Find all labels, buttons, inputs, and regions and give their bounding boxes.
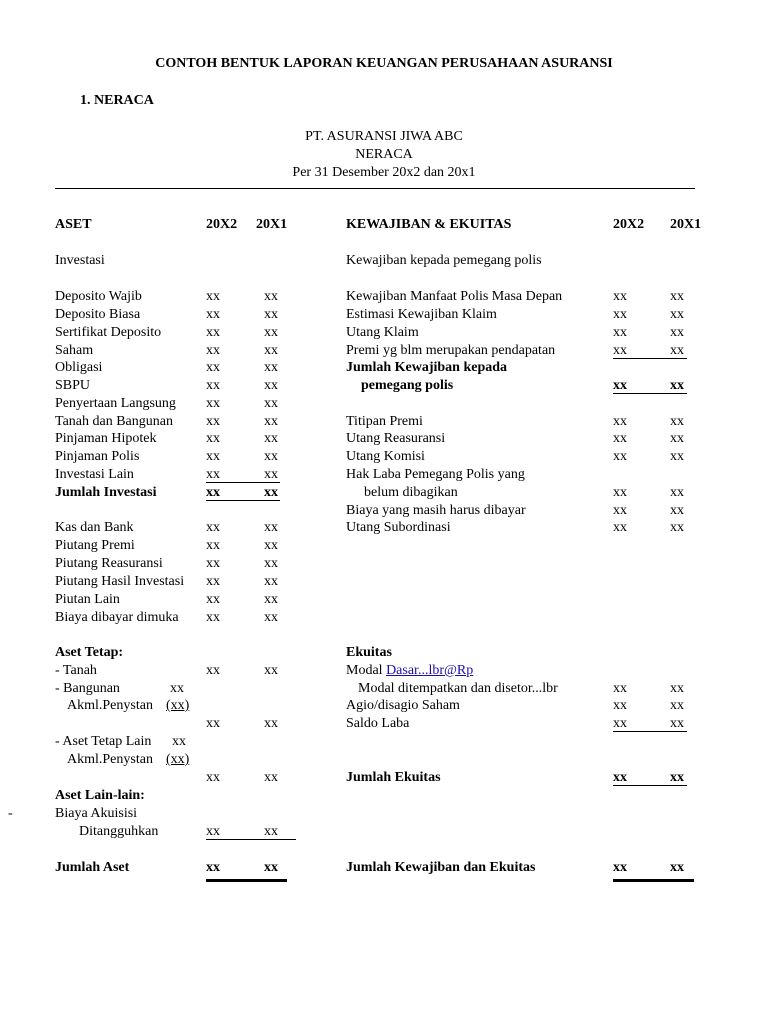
value-20x1: xx	[264, 556, 278, 571]
row-label: Saham	[55, 343, 94, 358]
row-label: Sertifikat Deposito	[55, 325, 162, 340]
row-label: Agio/disagio Saham	[346, 698, 460, 713]
value-20x2: xx	[206, 378, 220, 393]
subtotal-rule	[206, 839, 296, 840]
value-20x2: xx	[206, 663, 220, 678]
row-label-text: Modal	[346, 663, 387, 678]
value-20x1: xx	[670, 485, 684, 500]
row-label: Akml.Penystan	[67, 698, 153, 713]
row-label: - Bangunan	[55, 681, 120, 696]
inner-value: xx	[170, 681, 184, 696]
row-label: Saldo Laba	[346, 716, 410, 731]
row-label: Biaya yang masih harus dibayar	[346, 503, 526, 518]
total-20x1: xx	[670, 378, 684, 393]
section-label: Ekuitas	[346, 645, 392, 660]
value-20x2: xx	[206, 307, 220, 322]
row-label: Utang Klaim	[346, 325, 419, 340]
value-20x1: xx	[670, 716, 684, 731]
section-heading: 1. NERACA	[80, 93, 154, 108]
value-20x1: xx	[264, 449, 278, 464]
total-label: pemegang polis	[361, 378, 454, 393]
double-rule	[613, 879, 694, 882]
double-rule	[206, 879, 287, 882]
row-label: belum dibagikan	[364, 485, 458, 500]
assets-col-20x2: 20X2	[206, 217, 238, 232]
value-20x2: xx	[206, 592, 220, 607]
value-20x1: xx	[264, 414, 278, 429]
value-20x1: xx	[264, 378, 278, 393]
row-label: Investasi	[55, 253, 105, 268]
row-label: Titipan Premi	[346, 414, 423, 429]
value-20x2: xx	[613, 698, 627, 713]
row-label: Piutang Premi	[55, 538, 135, 553]
value-20x2: xx	[206, 360, 220, 375]
value-20x1: xx	[264, 360, 278, 375]
row-label: Piutang Hasil Investasi	[55, 574, 185, 589]
row-label: - Aset Tetap Lain	[55, 734, 152, 749]
row-label	[346, 662, 473, 679]
value-20x2: xx	[613, 289, 627, 304]
document-title: CONTOH BENTUK LAPORAN KEUANGAN PERUSAHAAN ASURANSI	[155, 56, 613, 71]
grand-total-20x1: xx	[670, 860, 684, 875]
row-label: Pinjaman Hipotek	[55, 431, 157, 446]
value-20x2: xx	[206, 824, 220, 839]
value-20x2: xx	[613, 343, 627, 358]
row-label: Deposito Biasa	[55, 307, 141, 322]
modal-dasar-link[interactable]: Dasar...lbr@Rp	[386, 663, 474, 678]
value-20x2: xx	[613, 716, 627, 731]
header-rule	[55, 188, 695, 189]
value-20x1: xx	[264, 467, 278, 482]
row-label: - Tanah	[55, 663, 97, 678]
grand-total-label: Jumlah Kewajiban dan Ekuitas	[346, 860, 536, 875]
value-20x2: xx	[613, 520, 627, 535]
value-20x2: xx	[206, 449, 220, 464]
value-20x2: xx	[613, 485, 627, 500]
grand-total-label: Jumlah Aset	[55, 860, 130, 875]
subtotal-rule	[613, 731, 687, 732]
row-label: Premi yg blm merupakan pendapatan	[346, 343, 556, 358]
row-label: Deposito Wajib	[55, 289, 142, 304]
value-20x1: xx	[670, 449, 684, 464]
value-20x2: xx	[206, 520, 220, 535]
value-20x1: xx	[670, 289, 684, 304]
report-name: NERACA	[355, 147, 413, 162]
row-label: Obligasi	[55, 360, 103, 375]
value-20x2: xx	[613, 681, 627, 696]
total-label: Jumlah Ekuitas	[346, 770, 441, 785]
value-20x1: xx	[264, 289, 278, 304]
report-period: Per 31 Desember 20x2 dan 20x1	[292, 165, 476, 180]
value-20x2: xx	[613, 431, 627, 446]
grand-total-20x2: xx	[613, 860, 627, 875]
value-20x2: xx	[206, 770, 220, 785]
value-20x1: xx	[264, 431, 278, 446]
value-20x2: xx	[206, 574, 220, 589]
row-label: Tanah dan Bangunan	[55, 414, 173, 429]
row-label: Utang Reasuransi	[346, 431, 446, 446]
value-20x2: xx	[613, 503, 627, 518]
value-20x1: xx	[670, 325, 684, 340]
value-20x1: xx	[264, 663, 278, 678]
margin-mark: -	[8, 806, 13, 821]
total-20x1: xx	[670, 770, 684, 785]
row-label: Penyertaan Langsung	[55, 396, 176, 411]
row-label: Biaya Akuisisi	[55, 806, 138, 821]
row-label: Biaya dibayar dimuka	[55, 610, 179, 625]
row-label: Kas dan Bank	[55, 520, 134, 535]
company-name: PT. ASURANSI JIWA ABC	[305, 129, 463, 144]
row-label: Ditangguhkan	[79, 824, 159, 839]
value-20x2: xx	[613, 414, 627, 429]
section-label: Aset Lain-lain:	[55, 788, 145, 803]
total-label: Jumlah Investasi	[55, 485, 157, 500]
value-20x1: xx	[264, 824, 278, 839]
value-20x1: xx	[670, 698, 684, 713]
value-20x1: xx	[264, 770, 278, 785]
row-label: Pinjaman Polis	[55, 449, 140, 464]
value-20x2: xx	[613, 307, 627, 322]
inner-value: xx	[172, 734, 186, 749]
value-20x1: xx	[670, 520, 684, 535]
value-20x1: xx	[264, 520, 278, 535]
row-label: Kewajiban Manfaat Polis Masa Depan	[346, 289, 563, 304]
value-20x2: xx	[206, 325, 220, 340]
subtotal-rule	[613, 358, 687, 359]
value-20x1: xx	[670, 431, 684, 446]
grand-total-20x1: xx	[264, 860, 278, 875]
row-label: Investasi Lain	[55, 467, 134, 482]
value-20x1: xx	[264, 343, 278, 358]
liabilities-header: KEWAJIBAN & EKUITAS	[346, 217, 512, 232]
inner-value: (xx)	[166, 698, 190, 713]
row-label: SBPU	[55, 378, 91, 393]
total-rule	[613, 393, 687, 394]
value-20x1: xx	[670, 503, 684, 518]
value-20x1: xx	[264, 610, 278, 625]
total-20x2: xx	[613, 378, 627, 393]
row-label: Akml.Penystan	[67, 752, 153, 767]
value-20x1: xx	[670, 343, 684, 358]
row-label: Piutan Lain	[55, 592, 120, 607]
value-20x2: xx	[613, 449, 627, 464]
grand-total-20x2: xx	[206, 860, 220, 875]
liab-col-20x1: 20X1	[670, 217, 702, 232]
value-20x1: xx	[670, 681, 684, 696]
total-rule	[206, 500, 280, 501]
total-20x1: xx	[264, 485, 278, 500]
value-20x1: xx	[264, 538, 278, 553]
row-label: Hak Laba Pemegang Polis yang	[346, 467, 525, 482]
value-20x1: xx	[670, 414, 684, 429]
value-20x2: xx	[206, 610, 220, 625]
total-20x2: xx	[613, 770, 627, 785]
value-20x1: xx	[264, 716, 278, 731]
value-20x2: xx	[206, 716, 220, 731]
value-20x1: xx	[670, 307, 684, 322]
value-20x1: xx	[264, 307, 278, 322]
row-label: Estimasi Kewajiban Klaim	[346, 307, 497, 322]
value-20x2: xx	[613, 325, 627, 340]
value-20x1: xx	[264, 592, 278, 607]
row-label: Utang Komisi	[346, 449, 425, 464]
row-label: Piutang Reasuransi	[55, 556, 163, 571]
value-20x2: xx	[206, 343, 220, 358]
assets-header: ASET	[55, 217, 92, 232]
total-20x2: xx	[206, 485, 220, 500]
value-20x2: xx	[206, 431, 220, 446]
value-20x1: xx	[264, 325, 278, 340]
row-label: Modal ditempatkan dan disetor...lbr	[358, 681, 558, 696]
inner-value: (xx)	[166, 752, 190, 767]
section-label: Aset Tetap:	[55, 645, 124, 660]
total-rule	[613, 785, 687, 786]
value-20x2: xx	[206, 289, 220, 304]
value-20x2: xx	[206, 396, 220, 411]
assets-col-20x1: 20X1	[256, 217, 288, 232]
value-20x2: xx	[206, 414, 220, 429]
value-20x1: xx	[264, 574, 278, 589]
value-20x2: xx	[206, 538, 220, 553]
total-label: Jumlah Kewajiban kepada	[346, 360, 508, 375]
subtotal-rule	[206, 482, 280, 483]
value-20x1: xx	[264, 396, 278, 411]
row-label: Utang Subordinasi	[346, 520, 451, 535]
liab-col-20x2: 20X2	[613, 217, 645, 232]
value-20x2: xx	[206, 467, 220, 482]
value-20x2: xx	[206, 556, 220, 571]
row-label: Kewajiban kepada pemegang polis	[346, 253, 542, 268]
